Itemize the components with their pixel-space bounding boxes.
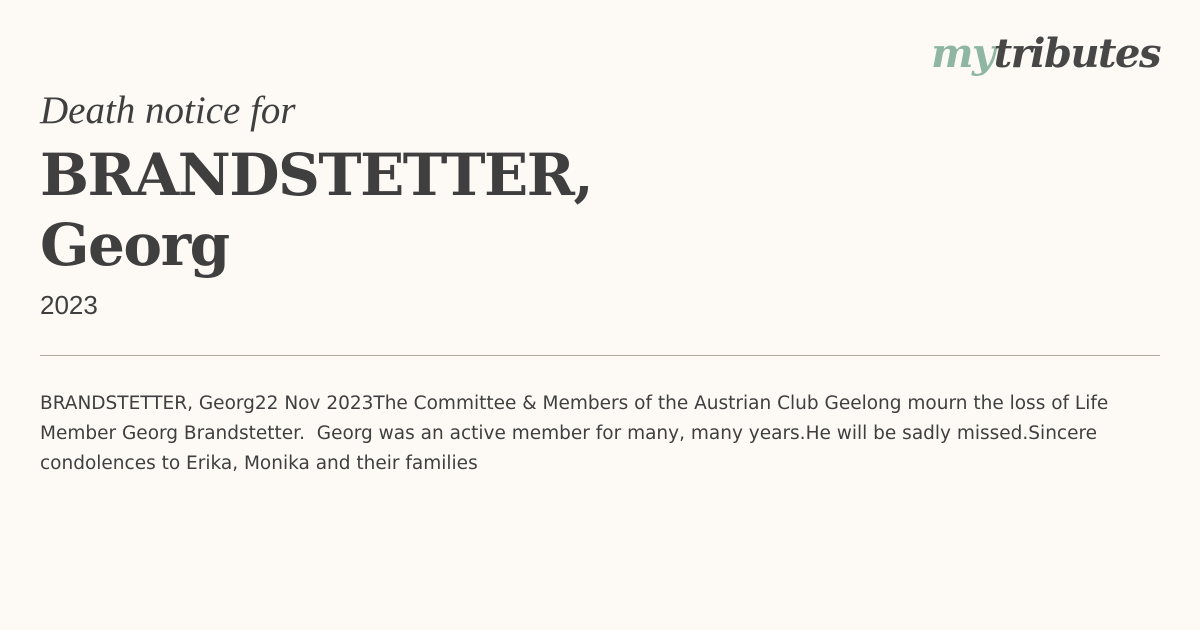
notice-year: 2023 — [40, 290, 98, 320]
deceased-name — [40, 140, 592, 280]
divider — [40, 355, 1160, 356]
deceased-surname: BRANDSTETTER, — [40, 141, 593, 209]
notice-kicker: Death notice for — [40, 89, 296, 132]
deceased-given-name: Georg — [40, 211, 229, 279]
logo-prefix: my — [931, 30, 994, 77]
logo-suffix: tributes — [993, 30, 1160, 77]
mytributes-logo[interactable] — [931, 30, 1160, 77]
notice-body: BRANDSTETTER, Georg22 Nov 2023The Committee & Members of the Austrian Club Geelong mourn the loss of Life Member Georg Brandstetter. Georg was an active member for many, many years.He will be sadly missed.Sincere condolences to Erika, Monika and their families — [40, 393, 1115, 474]
